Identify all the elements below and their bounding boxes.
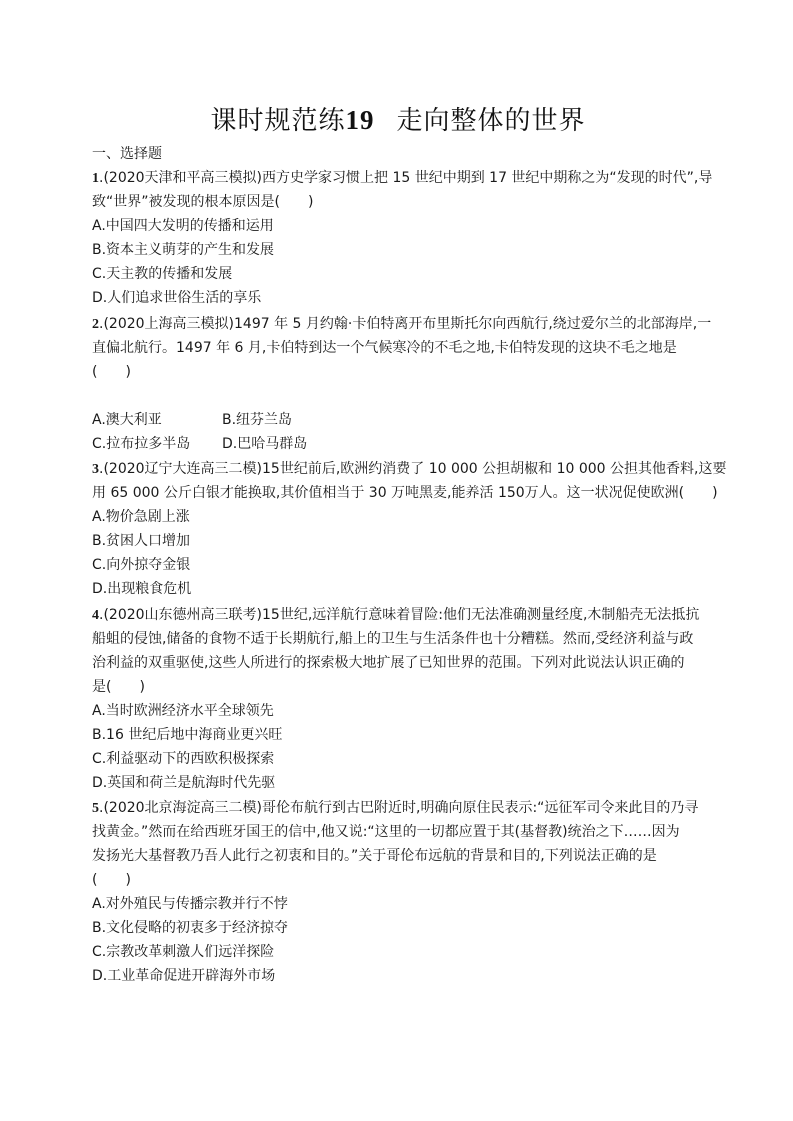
title-suffix: 走向整体的世界 <box>396 106 586 136</box>
question-4-option-c: C.利益驱动下的西欧积极探索 <box>92 751 275 767</box>
question-2-option-a: A.澳大利亚 <box>92 412 162 428</box>
question-number: 1 <box>92 171 99 186</box>
question-5-option-c: C.宗教改革刺激人们远洋探险 <box>92 944 275 960</box>
question-number: 4 <box>92 608 99 623</box>
question-5-option-a: A.对外殖民与传播宗教并行不悖 <box>92 896 288 912</box>
question-number: 3 <box>92 462 99 477</box>
question-4-line-2: 船蛆的侵蚀,储备的食物不适于长期航行,船上的卫生与生活条件也十分糟糕。然而,受经济利益与政 <box>92 631 694 647</box>
question-5-option-b: B.文化侵略的初衷多于经济掠夺 <box>92 920 289 936</box>
question-2-option-c: C.拉布拉多半岛 <box>92 436 191 452</box>
section-heading: 一、选择题 <box>92 146 162 162</box>
question-4-line-4: 是( ) <box>92 679 145 695</box>
page-title <box>92 100 704 137</box>
question-5-line-3: 发扬光大基督教乃吾人此行之初衷和目的。”关于哥伦布远航的背景和目的,下列说法正确的是 <box>92 848 657 864</box>
question-3-line-1: 3.(2020辽宁大连高三二模)15世纪前后,欧洲约消费了 10 000 公担胡椒和 10 000 公担其他香料,这要 <box>92 461 727 477</box>
question-4-option-b: B.16 世纪后地中海商业更兴旺 <box>92 727 283 743</box>
question-2-option-b: B.纽芬兰岛 <box>222 412 293 428</box>
question-2-option-d: D.巴哈马群岛 <box>222 436 308 452</box>
question-4-line-1: 4.(2020山东德州高三联考)15世纪,远洋航行意味着冒险:他们无法准确测量经度,木制船壳无法抵抗 <box>92 607 700 623</box>
title-number: 19 <box>345 105 375 135</box>
question-4-option-a: A.当时欧洲经济水平全球领先 <box>92 703 274 719</box>
question-1-option-c: C.天主教的传播和发展 <box>92 266 233 282</box>
question-3-option-c: C.向外掠夺金银 <box>92 557 191 573</box>
question-5-line-1: 5.(2020北京海淀高三二模)哥伦布航行到古巴附近时,明确向原住民表示:“远征军司令来此目的乃寻 <box>92 800 699 816</box>
question-5-line-4: ( ) <box>92 872 131 888</box>
question-2-line-2: 直偏北航行。1497 年 6 月,卡伯特到达一个气候寒冷的不毛之地,卡伯特发现的这块不毛之地是 <box>92 340 677 356</box>
question-3-option-d: D.出现粮食危机 <box>92 581 192 597</box>
question-2-line-3: ( ) <box>92 364 131 380</box>
question-3-option-a: A.物价急剧上涨 <box>92 509 190 525</box>
question-1-line-1: 1.(2020天津和平高三模拟)西方史学家习惯上把 15 世纪中期到 17 世纪中期称之为“发现的时代”,导 <box>92 170 713 186</box>
question-3-option-b: B.贫困人口增加 <box>92 533 191 549</box>
question-1-option-b: B.资本主义萌芽的产生和发展 <box>92 242 275 258</box>
title-prefix: 课时规范练 <box>210 106 346 136</box>
question-2-line-1: 2.(2020上海高三模拟)1497 年 5 月约翰·卡伯特离开布里斯托尔向西航行,绕过爱尔兰的北部海岸,一 <box>92 316 712 332</box>
question-number: 2 <box>92 317 99 332</box>
question-2-options-row-2 <box>92 432 704 456</box>
question-5-option-d: D.工业革命促进开辟海外市场 <box>92 968 276 984</box>
question-number: 5 <box>92 801 99 816</box>
question-3-line-2: 用 65 000 公斤白银才能换取,其价值相当于 30 万吨黑麦,能养活 150万人。这一状况促使欧洲( ) <box>92 485 718 501</box>
question-5-line-2: 找黄金。”然而在给西班牙国王的信中,他又说:“这里的一切都应置于其(基督教)统治之下……因为 <box>92 824 680 840</box>
question-1-option-a: A.中国四大发明的传播和运用 <box>92 218 274 234</box>
question-1-option-d: D.人们追求世俗生活的享乐 <box>92 290 262 306</box>
question-4-option-d: D.英国和荷兰是航海时代先驱 <box>92 775 276 791</box>
question-1-line-2: 致“世界”被发现的根本原因是( ) <box>92 194 314 210</box>
question-4-line-3: 治利益的双重驱使,这些人所进行的探索极大地扩展了已知世界的范围。下列对此说法认识正确的 <box>92 655 685 671</box>
question-2-options-row-1 <box>92 408 704 432</box>
